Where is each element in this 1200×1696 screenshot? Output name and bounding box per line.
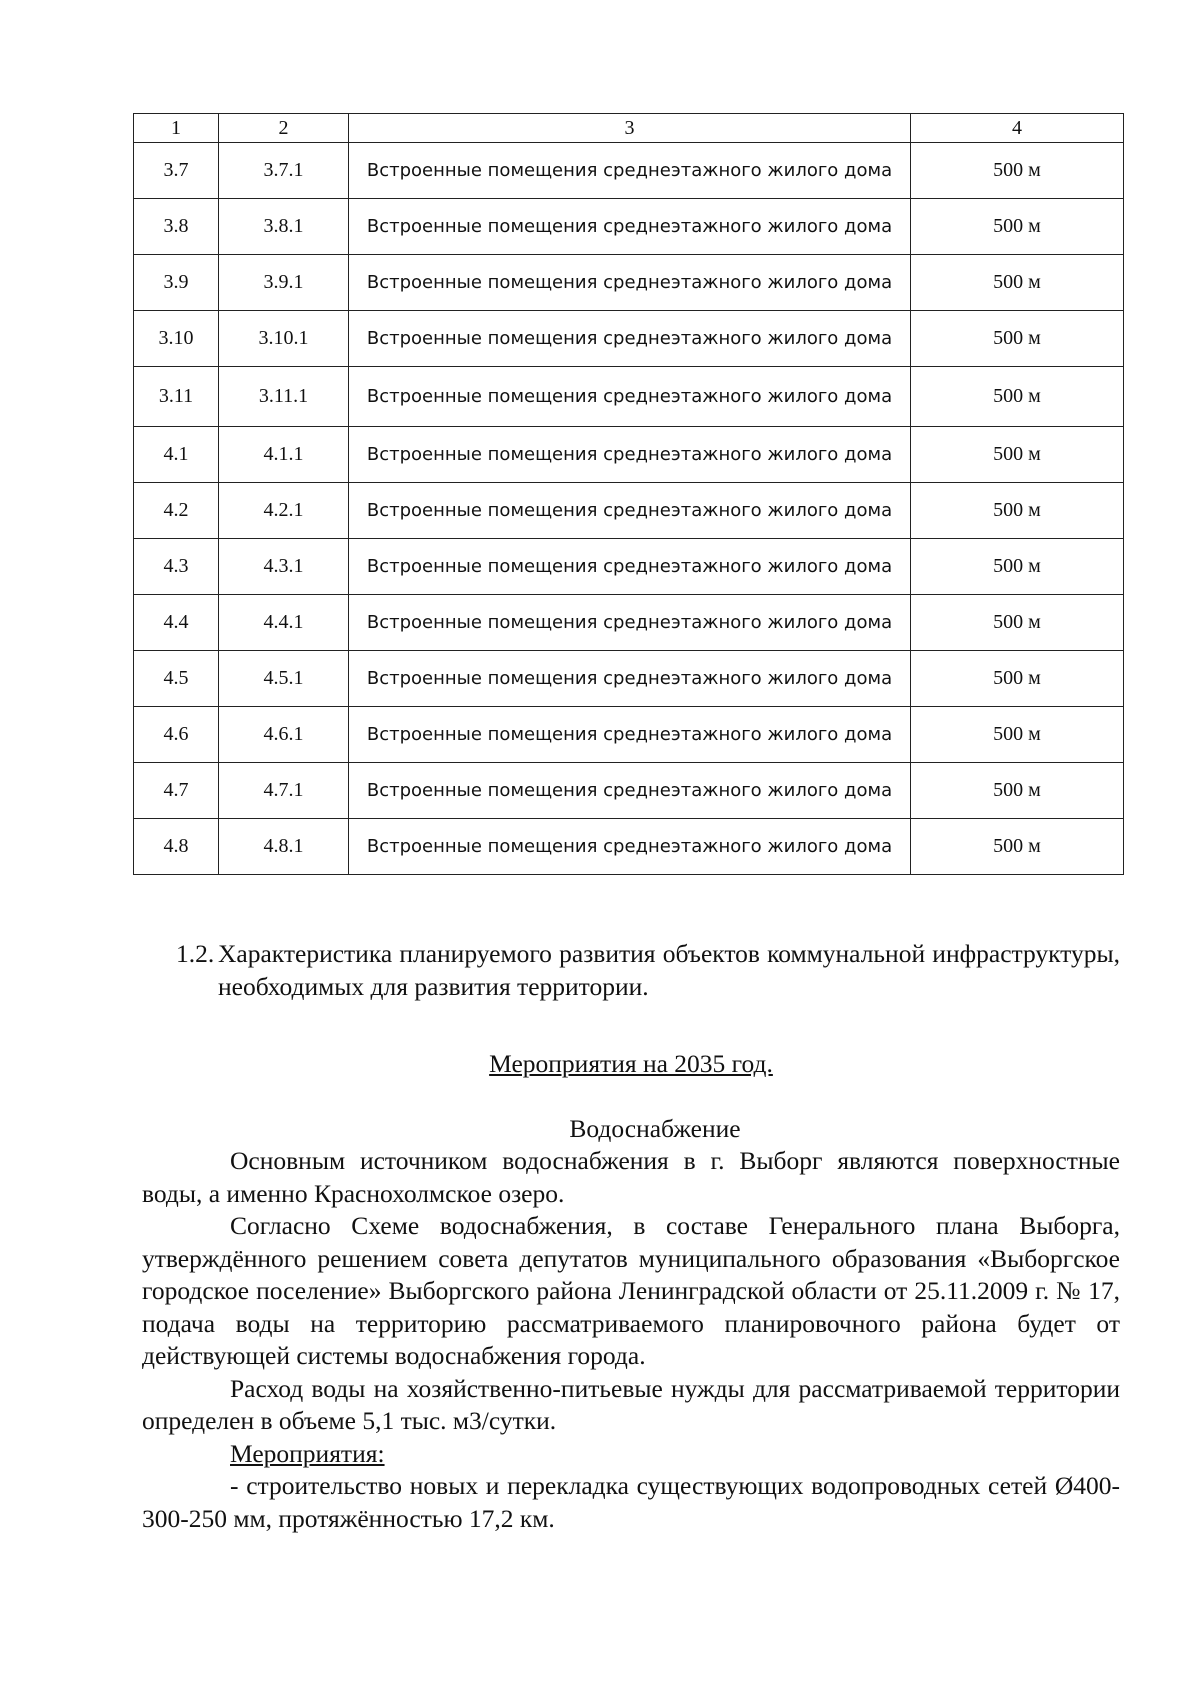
cell-description: Встроенные помещения среднеэтажного жилого дома <box>349 595 911 651</box>
cell-subnumber: 3.7.1 <box>219 143 349 199</box>
cell-number: 3.11 <box>134 367 219 427</box>
cell-subnumber: 4.3.1 <box>219 539 349 595</box>
paragraph-source: Основным источником водоснабжения в г. Выборг являются поверхностные воды, а именно Краснохолмское озеро. <box>142 1146 1120 1208</box>
table-row <box>134 311 1124 367</box>
cell-subnumber: 4.5.1 <box>219 651 349 707</box>
cell-description: Встроенные помещения среднеэтажного жилого дома <box>349 763 911 819</box>
table-row <box>134 595 1124 651</box>
cell-description: Встроенные помещения среднеэтажного жилого дома <box>349 819 911 875</box>
cell-subnumber: 4.8.1 <box>219 819 349 875</box>
table-row <box>134 819 1124 875</box>
cell-subnumber: 4.1.1 <box>219 427 349 483</box>
cell-number: 3.7 <box>134 143 219 199</box>
cell-number: 4.3 <box>134 539 219 595</box>
cell-distance: 500 м <box>911 651 1124 707</box>
cell-number: 3.10 <box>134 311 219 367</box>
cell-number: 3.8 <box>134 199 219 255</box>
measure-item: - строительство новых и перекладка существующих водопроводных сетей Ø400-300-250 мм, протяжённостью 17,2 км. <box>142 1471 1120 1533</box>
measures-label-line <box>142 1438 1120 1471</box>
measures-heading: Мероприятия на 2035 год. <box>489 1049 773 1078</box>
cell-subnumber: 4.6.1 <box>219 707 349 763</box>
cell-number: 4.6 <box>134 707 219 763</box>
cell-description: Встроенные помещения среднеэтажного жилого дома <box>349 483 911 539</box>
cell-distance: 500 м <box>911 199 1124 255</box>
cell-subnumber: 3.8.1 <box>219 199 349 255</box>
table-row <box>134 763 1124 819</box>
cell-description: Встроенные помещения среднеэтажного жилого дома <box>349 199 911 255</box>
column-header: 4 <box>911 114 1124 143</box>
table-row <box>134 707 1124 763</box>
column-header: 3 <box>349 114 911 143</box>
table-row <box>134 483 1124 539</box>
table-row <box>134 539 1124 595</box>
cell-distance: 500 м <box>911 427 1124 483</box>
measures-label: Мероприятия: <box>230 1438 385 1468</box>
paragraph-scheme: Согласно Схеме водоснабжения, в составе Генерального плана Выборга, утверждённого решением совета депутатов муниципального образования «Выборгское городское поселение» Выборгского района Ленинградской области от 25.11.2009 г. № 17, подача воды на территорию рассматриваемого планировочного района будет от действующей системы водоснабжения города. <box>142 1211 1120 1370</box>
cell-number: 4.2 <box>134 483 219 539</box>
cell-subnumber: 4.7.1 <box>219 763 349 819</box>
section-heading <box>176 938 1120 1003</box>
cell-description: Встроенные помещения среднеэтажного жилого дома <box>349 311 911 367</box>
cell-number: 4.1 <box>134 427 219 483</box>
cell-subnumber: 3.11.1 <box>219 367 349 427</box>
cell-distance: 500 м <box>911 483 1124 539</box>
cell-distance: 500 м <box>911 707 1124 763</box>
cell-distance: 500 м <box>911 819 1124 875</box>
objects-table <box>133 113 1124 875</box>
cell-number: 4.7 <box>134 763 219 819</box>
cell-description: Встроенные помещения среднеэтажного жилого дома <box>349 427 911 483</box>
cell-description: Встроенные помещения среднеэтажного жилого дома <box>349 255 911 311</box>
table-row <box>134 427 1124 483</box>
paragraph-consumption: Расход воды на хозяйственно-питьевые нужды для рассматриваемой территории определен в объеме 5,1 тыс. м3/сутки. <box>142 1373 1120 1435</box>
table-row <box>134 651 1124 707</box>
cell-description: Встроенные помещения среднеэтажного жилого дома <box>349 539 911 595</box>
cell-description: Встроенные помещения среднеэтажного жилого дома <box>349 367 911 427</box>
column-header: 2 <box>219 114 349 143</box>
water-supply-heading: Водоснабжение <box>569 1114 741 1143</box>
cell-description: Встроенные помещения среднеэтажного жилого дома <box>349 651 911 707</box>
cell-number: 4.4 <box>134 595 219 651</box>
water-supply-body <box>142 1145 1120 1535</box>
cell-distance: 500 м <box>911 763 1124 819</box>
cell-number: 3.9 <box>134 255 219 311</box>
cell-number: 4.8 <box>134 819 219 875</box>
cell-distance: 500 м <box>911 539 1124 595</box>
table-header-row <box>134 114 1124 143</box>
table-row <box>134 255 1124 311</box>
table-row <box>134 367 1124 427</box>
column-header: 1 <box>134 114 219 143</box>
cell-subnumber: 3.10.1 <box>219 311 349 367</box>
cell-description: Встроенные помещения среднеэтажного жилого дома <box>349 143 911 199</box>
cell-distance: 500 м <box>911 143 1124 199</box>
section-title: Характеристика планируемого развития объектов коммунальной инфраструктуры, необходимых для развития территории. <box>218 939 1120 1001</box>
cell-subnumber: 3.9.1 <box>219 255 349 311</box>
cell-distance: 500 м <box>911 367 1124 427</box>
cell-distance: 500 м <box>911 255 1124 311</box>
cell-subnumber: 4.2.1 <box>219 483 349 539</box>
measures-heading-block <box>142 1048 1120 1081</box>
table-row <box>134 199 1124 255</box>
cell-subnumber: 4.4.1 <box>219 595 349 651</box>
cell-distance: 500 м <box>911 311 1124 367</box>
cell-description: Встроенные помещения среднеэтажного жилого дома <box>349 707 911 763</box>
cell-distance: 500 м <box>911 595 1124 651</box>
section-number: 1.2. <box>176 939 215 968</box>
cell-number: 4.5 <box>134 651 219 707</box>
table-row <box>134 143 1124 199</box>
